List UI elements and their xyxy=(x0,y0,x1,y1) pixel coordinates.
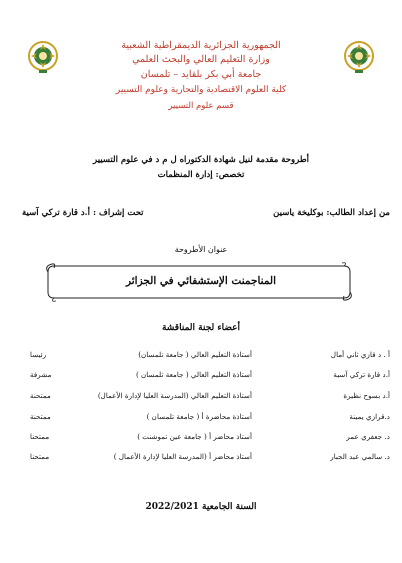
committee-row xyxy=(0,391,402,405)
member-role: ممتحنة xyxy=(30,391,51,400)
university-title: جامعة أبي بكر بلقايد – تلمسان xyxy=(140,69,262,80)
republic-title: الجمهورية الجزائرية الديمقراطية الشعبية xyxy=(121,40,281,51)
member-role: مشرفة xyxy=(30,370,52,379)
committee-row xyxy=(0,370,402,384)
member-rank: أستاذة محاضرة أ ( جامعة تلمسان ) xyxy=(146,412,252,421)
committee-row xyxy=(0,350,402,364)
member-name: د. جعفري عمر xyxy=(346,432,390,441)
member-rank: أستاذة التعليم العالي ( جامعة تلمسان) xyxy=(138,350,252,359)
committee-heading: أعضاء لجنة المناقشة xyxy=(161,323,241,333)
member-role: ممتحنا xyxy=(30,432,50,441)
member-role: ممتحنا xyxy=(30,452,50,461)
academic-year: السنة الجامعية 2022/2021 xyxy=(145,502,257,512)
member-name: أ . د قازي ثاني أمال xyxy=(330,350,390,359)
student-name: من إعداد الطالب: بوكليخة ياسين xyxy=(273,208,390,218)
member-rank: أستاذة التعليم العالي ( جامعة تلمسان ) xyxy=(135,370,252,379)
member-rank: أستاذة التعليم العالي (المدرسة العليا لإدارة الأعمال) xyxy=(97,391,252,400)
committee-row xyxy=(0,412,402,426)
member-name: أ.د بسوح نظيرة xyxy=(343,391,390,400)
thesis-description: أطروحة مقدمة لنيل شهادة الدكتوراه ل م د في علوم التسيير xyxy=(93,155,309,165)
faculty-title: كلية العلوم الاقتصادية والتجارية وعلوم التسيير xyxy=(115,85,287,95)
supervisor-name: تحت إشراف : أ.د قارة تركي آسية xyxy=(22,208,144,218)
thesis-specialty: تخصص: إدارة المنظمات xyxy=(157,170,245,180)
member-name: د.قرازي يمينة xyxy=(349,412,390,421)
member-rank: أستاذ محاضر أ ( جامعة عين تموشنت ) xyxy=(137,432,252,441)
subject-label: عنوان الأطروحة xyxy=(174,245,228,254)
committee-row xyxy=(0,452,402,466)
ministry-title: وزارة التعليم العالي والبحث العلمي xyxy=(132,54,270,65)
thesis-title: المناجمنت الإستشفائي في الجزائر xyxy=(125,275,277,287)
member-role: ممتحنة xyxy=(30,412,51,421)
department-title: قسم علوم التسيير xyxy=(168,101,234,111)
member-name: د. سالمي عبد الجبار xyxy=(330,452,390,461)
member-rank: أستاذ محاضر أ (المدرسة العليا لإدارة الأعمال ) xyxy=(113,452,252,461)
member-role: رئيسا xyxy=(30,350,47,359)
committee-row xyxy=(0,432,402,446)
member-name: أ.د قارة تركي آسية xyxy=(333,370,390,379)
